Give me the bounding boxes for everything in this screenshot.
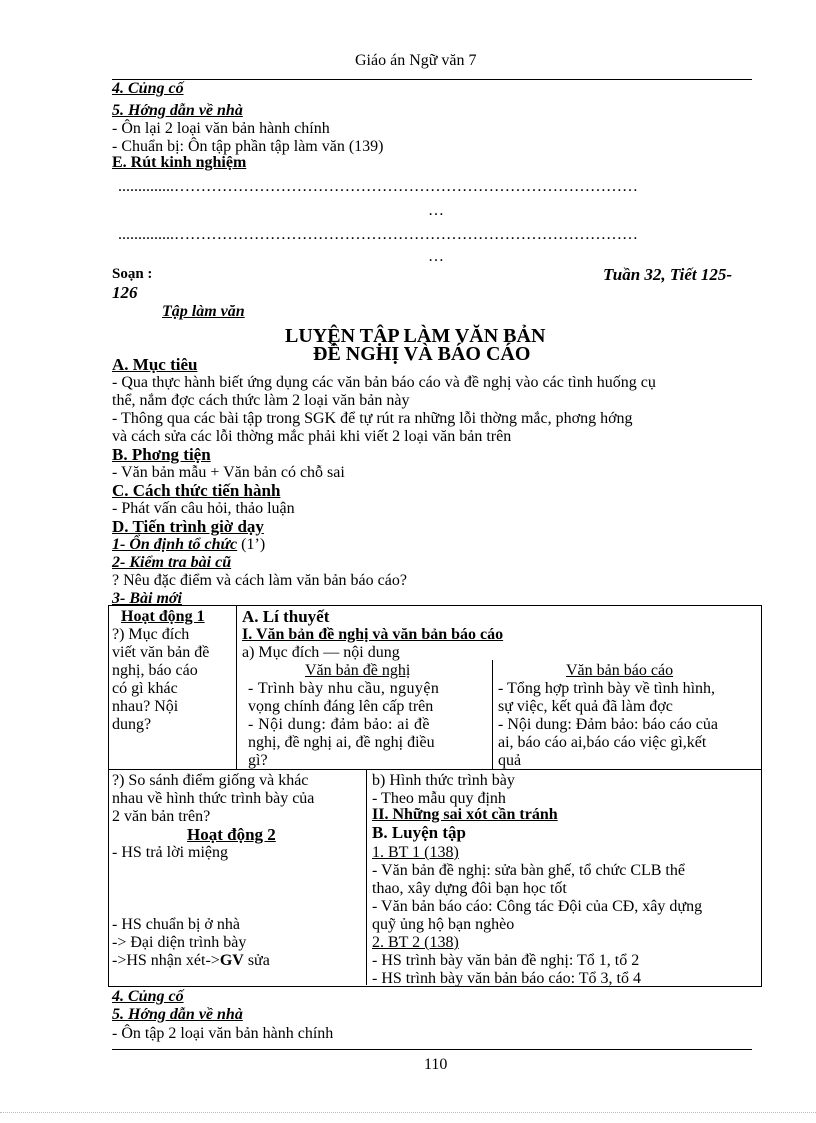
bt1-line-4: quỹ ủng hộ bạn nghèo (372, 916, 515, 933)
rut-kinh-nghiem-heading: E. Rút kinh nghiệm (112, 154, 247, 171)
q1-line-3: nghị, báo cáo (112, 662, 198, 679)
phuong-tien-line-1: - Văn bản mẫu + Văn bản có chỗ sai (112, 464, 345, 481)
hs-line-2: - HS chuẩn bị ở nhà (112, 916, 240, 933)
lesson-title-line-1: LUYỆN TẬP LÀM VĂN BẢN (285, 325, 546, 347)
huong-dan-heading: 5. Hớng dẫn về nhà (112, 102, 243, 119)
q1-line-1: ?) Mục đích (112, 626, 190, 643)
muc-tieu-line-1b: thể, nắm đợc cách thức làm 2 loại văn bản này (112, 392, 410, 409)
cung-co-heading: 4. Củng cố (112, 80, 184, 97)
de-nghi-line-5: gì? (248, 752, 268, 769)
soan-label: Soạn : (112, 266, 153, 282)
hoat-dong-1-label: Hoạt động 1 (121, 608, 205, 625)
de-nghi-line-4: nghị, đề nghị ai, đề nghị điều (248, 734, 435, 751)
subject-label: Tập làm văn (162, 303, 245, 320)
de-nghi-line-2: vọng chính đáng lên cấp trên (248, 698, 434, 715)
q1-line-4: có gì khác (112, 680, 178, 697)
tuan-tiet: Tuần 32, Tiết 125- (603, 265, 733, 284)
muc-tieu-line-1: - Qua thực hành biết ứng dụng các văn bản báo cáo và đề nghị vào các tình huống cụ (112, 374, 656, 391)
q2-line-2: nhau về hình thức trình bày của (112, 790, 315, 807)
q1-line-6: dung? (112, 716, 152, 733)
hoat-dong-2-label: Hoạt động 2 (187, 825, 276, 844)
top-line-2: - Chuẩn bị: Ôn tập phần tập làm văn (139) (112, 138, 384, 155)
col-de-nghi-header: Văn bản đề nghị (305, 662, 411, 679)
page-bottom-edge (0, 1112, 816, 1113)
bt1-line-1: - Văn bản đề nghị: sửa bàn ghế, tổ chức CLB thể (372, 862, 685, 879)
hinh-thuc-label: b) Hình thức trình bày (372, 772, 515, 789)
bao-cao-line-3: - Nội dung: Đảm bảo: báo cáo của (498, 716, 718, 733)
bao-cao-line-4: ai, báo cáo ai,báo cáo việc gì,kết (498, 734, 707, 751)
table-row-divider (108, 769, 762, 770)
kiem-tra-heading: 2- Kiểm tra bài cũ (112, 554, 232, 571)
ellipsis-1: … (428, 202, 444, 219)
bottom-huong-dan-heading: 5. Hớng dẫn về nhà (112, 1006, 243, 1023)
table-divider-upper (236, 605, 237, 769)
sai-sot-heading: II. Những sai xót cần tránh (372, 806, 558, 823)
page-header-title: Giáo án Ngữ văn 7 (355, 52, 477, 69)
hs-line-3: -> Đại diện trình bày (112, 934, 247, 951)
bottom-line-1: - Ôn tập 2 loại văn bản hành chính (112, 1025, 334, 1042)
bt2-line-1: - HS trình bày văn bản đề nghị: Tổ 1, tổ 2 (372, 952, 640, 969)
on-dinh-label: 1- Ổn định tổ chức (112, 536, 238, 553)
lesson-title-line-2: ĐỀ NGHỊ VÀ BÁO CÁO (313, 343, 531, 365)
bt2-line-2: - HS trình bày văn bản báo cáo: Tổ 3, tổ 4 (372, 970, 641, 987)
table-divider-lower (366, 769, 367, 985)
bt1-line-3: - Văn bản báo cáo: Công tác Đội của CĐ, xây dựng (372, 898, 703, 915)
de-nghi-line-3: - Nội dung: đảm bảo: ai đề (248, 716, 430, 733)
hs-line-1: - HS trả lời miệng (112, 844, 228, 861)
cach-thuc-line-1: - Phát vấn câu hỏi, thảo luận (112, 500, 295, 517)
de-nghi-line-1: - Trình bày nhu cầu, nguyện (248, 680, 440, 697)
luyen-tap-heading: B. Luyện tập (372, 823, 466, 842)
bai-moi-heading: 3- Bài mới (112, 590, 182, 607)
muc-tieu-heading: A. Mục tiêu (112, 355, 198, 374)
bt2-label: 2. BT 2 (138) (372, 934, 459, 951)
cach-thuc-heading: C. Cách thức tiến hành (112, 481, 281, 500)
section-1-heading: I. Văn bản đề nghị và văn bản báo cáo (242, 626, 504, 643)
hs-line-4c: sửa (243, 952, 270, 969)
muc-dich-label: a) Mục đích — nội dung (242, 644, 400, 661)
hs-line-4a: ->HS nhận xét-> (112, 952, 220, 969)
muc-tieu-line-2: - Thông qua các bài tập trong SGK để tự rút ra những lỗi thờng mắc, phơng hớng (112, 410, 633, 427)
q2-line-1: ?) So sánh điểm giống và khác (112, 772, 309, 789)
bao-cao-line-2: sự việc, kết quả đã làm đợc (498, 698, 673, 715)
q2-line-3: 2 văn bản trên? (112, 808, 211, 825)
li-thuyet-heading: A. Lí thuyết (242, 607, 330, 626)
tiet-continued: 126 (112, 283, 138, 302)
bottom-cung-co-heading: 4. Củng cố (112, 988, 184, 1005)
phuong-tien-heading: B. Phơng tiện (112, 445, 211, 464)
bao-cao-line-1: - Tổng hợp trình bày về tình hình, (498, 680, 716, 697)
page-number: 110 (424, 1056, 448, 1073)
bao-cao-line-5: quả (498, 752, 522, 769)
footer-rule (112, 1049, 752, 1050)
q1-line-5: nhau? Nội (112, 698, 179, 715)
inner-table-divider (492, 660, 493, 769)
hs-line-4 (112, 952, 270, 970)
on-dinh-time: (1’) (237, 536, 266, 553)
q1-line-2: viết văn bản đề (112, 644, 210, 661)
gv-label: GV (219, 952, 244, 969)
kiem-tra-question: ? Nêu đặc điểm và cách làm văn bản báo cáo? (112, 572, 407, 589)
bt1-line-2: thao, xây dựng đôi bạn học tốt (372, 880, 567, 897)
col-bao-cao-header: Văn bản báo cáo (566, 662, 674, 679)
on-dinh-line (112, 536, 265, 554)
top-line-1: - Ôn lại 2 loại văn bản hành chính (112, 120, 330, 137)
tien-trinh-heading: D. Tiến trình giờ dạy (112, 517, 264, 536)
ellipsis-2: … (428, 248, 444, 265)
dotted-line-2: ..............…………………………………………………………………………… (118, 226, 638, 243)
theo-mau-line: - Theo mẫu quy định (372, 790, 506, 807)
header-rule (112, 79, 752, 80)
muc-tieu-line-2b: và cách sửa các lỗi thờng mắc phải khi viết 2 loại văn bản trên (112, 428, 512, 445)
bt1-label: 1. BT 1 (138) (372, 844, 459, 861)
dotted-line-1: ..............…………………………………………………………………………… (118, 178, 638, 195)
